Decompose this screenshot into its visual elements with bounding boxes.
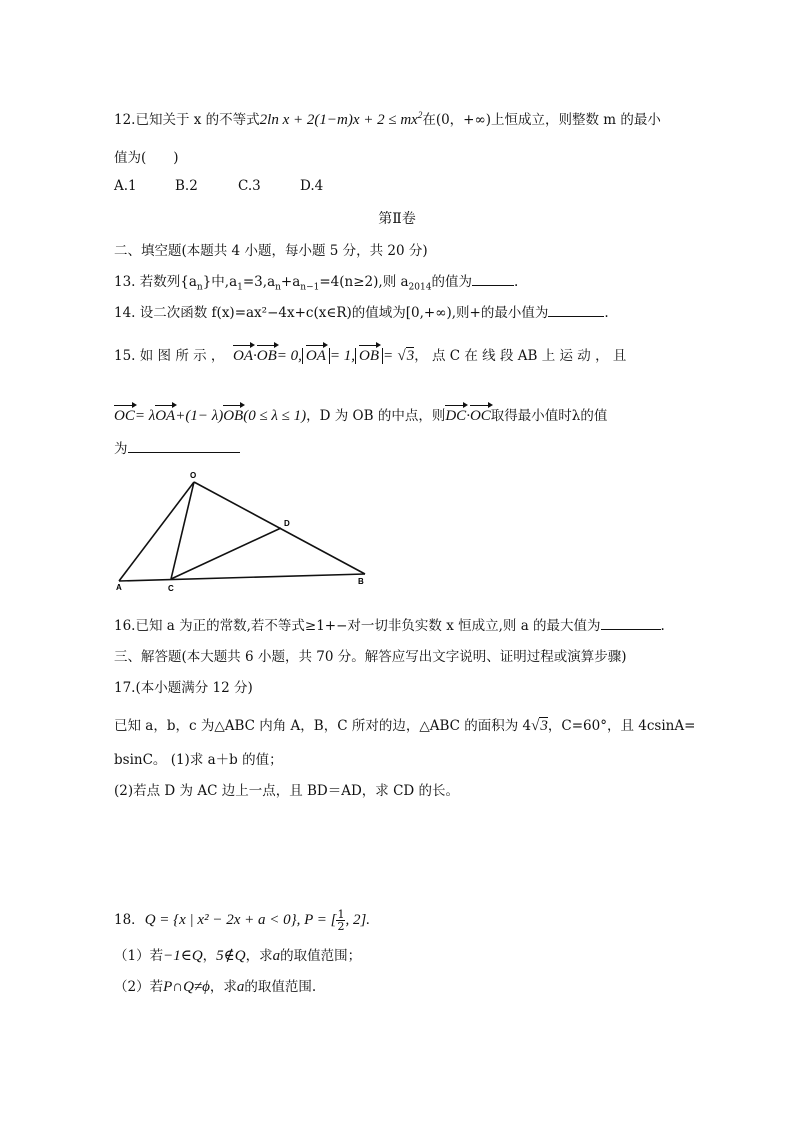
- q13-line: [114, 270, 518, 293]
- q15-line2: OC= λOA+(1− λ)OB(0 ≤ λ ≤ 1)，D 为 OB 的中点，则DC·OC取得最小值时λ的值: [114, 408, 608, 424]
- q18-p1b: ，求: [245, 948, 273, 964]
- label-o: O: [190, 471, 197, 480]
- q16-end: .: [660, 618, 665, 634]
- q16-text: 16.已知 a 为正的常数,若不等式≥1+−对一切非负实数 x 恒成立,则 a 的最大值为: [114, 618, 601, 634]
- q13-sub-n-2: n: [275, 282, 281, 293]
- q12-line2: 值为( ): [114, 150, 179, 166]
- q13-t4: +a: [280, 274, 301, 290]
- q15-vec-dc: DC: [445, 408, 467, 424]
- q12-option-c: C.3: [238, 178, 261, 194]
- q18-p2a: （2）若: [114, 979, 164, 995]
- q15-formula2b: +(1− λ): [175, 408, 224, 424]
- q13-sub-n: n: [196, 282, 203, 293]
- q15-intro: 15. 如 图 所 示 ，: [114, 348, 225, 364]
- q15-tail2: 取得最小值时λ的值: [490, 408, 608, 424]
- q12-middle: 在(0，+∞)上恒成立，则整数 m 的最小: [422, 112, 661, 128]
- q15-vec-ob-2: OB: [223, 408, 244, 424]
- q17-line3: (2)若点 D 为 AC 边上一点，且 BD＝AD，求 CD 的长。: [114, 783, 460, 799]
- q13-t2: }中,a: [202, 274, 238, 290]
- q12-line1: [114, 108, 661, 129]
- q14-end: .: [604, 305, 609, 321]
- q12-option-a: A.1: [114, 178, 137, 194]
- label-d: D: [284, 519, 290, 528]
- section2-title: 第Ⅱ卷: [378, 211, 416, 227]
- q15-eq2: = 1,: [329, 348, 356, 364]
- q18-p1c: 的取值范围；: [280, 948, 362, 964]
- q12-formula-text: 2ln x + 2(1−m)x + 2 ≤ mx: [259, 112, 418, 128]
- q12-formula-exp: 2: [417, 110, 423, 120]
- q18-p2b: ，求: [209, 979, 237, 995]
- q12-option-b: B.2: [175, 178, 198, 194]
- q13-t6: 的值为: [431, 274, 472, 290]
- q18-formula-b: , 2].: [345, 912, 371, 928]
- q15-sqrt3: 3: [406, 348, 415, 364]
- q15-formula2c: (0 ≤ λ ≤ 1): [243, 408, 307, 424]
- section3-header: 三、解答题(本大题共 6 小题，共 70 分。解答应写出文字说明、证明过程或演算步骤): [114, 649, 627, 665]
- q17-line1b: ，C=60°，且 4csinA=: [547, 718, 696, 734]
- q18-p2-var: a: [236, 979, 245, 995]
- q18-label: 18．: [114, 912, 145, 928]
- q12-prefix: 12.已知关于 x 的不等式: [114, 112, 260, 128]
- q15-vec-ob: OB: [256, 348, 277, 364]
- q18-frac-den: 2: [337, 920, 345, 933]
- q15-vec-oa-2: OA: [155, 408, 176, 424]
- q12-formula: [260, 112, 423, 128]
- q15-eq1: = 0,: [276, 348, 302, 364]
- q12-options: [114, 178, 323, 194]
- q13-answer-blank[interactable]: [472, 271, 514, 286]
- q12-option-d: D.4: [300, 178, 324, 194]
- q15-vec-oa: OA: [233, 348, 254, 364]
- triangle-figure: [112, 468, 372, 593]
- q18-line3: [114, 975, 316, 996]
- q13-t1: 13. 若数列{a: [114, 274, 197, 290]
- q15-formula2a: = λ: [134, 408, 156, 424]
- q15-line1: 15. 如 图 所 示 ， OA·OB= 0, OA = 1, OB = √3， 点 C 在 线 段 AB 上 运 动 ， 且: [114, 348, 627, 364]
- q15-after: ， 点 C 在 线 段 AB 上 运 动 ， 且: [414, 348, 627, 364]
- q15-answer-blank[interactable]: [128, 438, 240, 453]
- q15-vec-oc: OC: [114, 408, 135, 424]
- q15-line3-text: 为: [114, 441, 128, 457]
- q13-sub-2014: 2014: [408, 282, 432, 293]
- q13-t3: =3,a: [242, 274, 276, 290]
- q18-frac-num: 1: [337, 908, 345, 921]
- q18-p1a: （1）若: [114, 948, 164, 964]
- q15-abs-ob: OB: [359, 348, 380, 364]
- q18-p2m: P∩Q≠ϕ: [163, 979, 210, 995]
- label-a: A: [116, 583, 122, 592]
- q13-sub-1: 1: [237, 282, 243, 293]
- q18-p1-var: a: [272, 948, 281, 964]
- q16-line: [114, 614, 665, 634]
- segment-cd: [171, 528, 281, 579]
- q17-title: 17.(本小题满分 12 分): [114, 680, 253, 696]
- q17-line2: bsinC。 (1)求 a＋b 的值；: [114, 752, 283, 768]
- q18-p1m1: −1∈Q: [163, 948, 203, 964]
- q18-p1sep: ，: [202, 948, 217, 964]
- q13-end: .: [513, 274, 519, 290]
- q18-formula-a: Q = {x | x² − 2x + a < 0}, P = [: [144, 912, 337, 928]
- label-c: C: [168, 584, 174, 593]
- q13-t5: =4(n≥2),则 a: [319, 274, 409, 290]
- q14-text: 14. 设二次函数 f(x)=ax²−4x+c(x∈R)的值域为[0,+∞),则+的最小值为: [114, 305, 549, 321]
- q15-vec-oc-2: OC: [469, 408, 491, 424]
- label-b: B: [358, 577, 364, 586]
- q15-abs-oa: OA: [305, 348, 326, 364]
- q18-line2: [114, 944, 361, 965]
- q13-sub-n1: n−1: [300, 282, 320, 293]
- q18-p1m2: 5∉Q: [216, 948, 246, 964]
- q14-line: [114, 301, 609, 321]
- segment-ab: [119, 574, 365, 581]
- q17-sqrt: 3: [540, 718, 548, 734]
- q16-answer-blank[interactable]: [601, 615, 661, 630]
- q18-p2c: 的取值范围.: [244, 979, 317, 995]
- q17-line1a: 已知 a，b，c 为△ABC 内角 A，B，C 所对的边，△ABC 的面积为 4: [114, 718, 532, 734]
- q15-mid2: ，D 为 OB 的中点，则: [306, 408, 446, 424]
- q14-answer-blank[interactable]: [548, 302, 604, 317]
- q18-line1: [114, 908, 370, 932]
- q17-line1: 已知 a，b，c 为△ABC 内角 A，B，C 所对的边，△ABC 的面积为 4√3，C=60°，且 4csinA=: [114, 718, 696, 734]
- q15-eq3: =: [383, 348, 394, 364]
- section2-header: 二、填空题(本题共 4 小题，每小题 5 分，共 20 分): [114, 243, 428, 259]
- q15-line3: [114, 437, 240, 457]
